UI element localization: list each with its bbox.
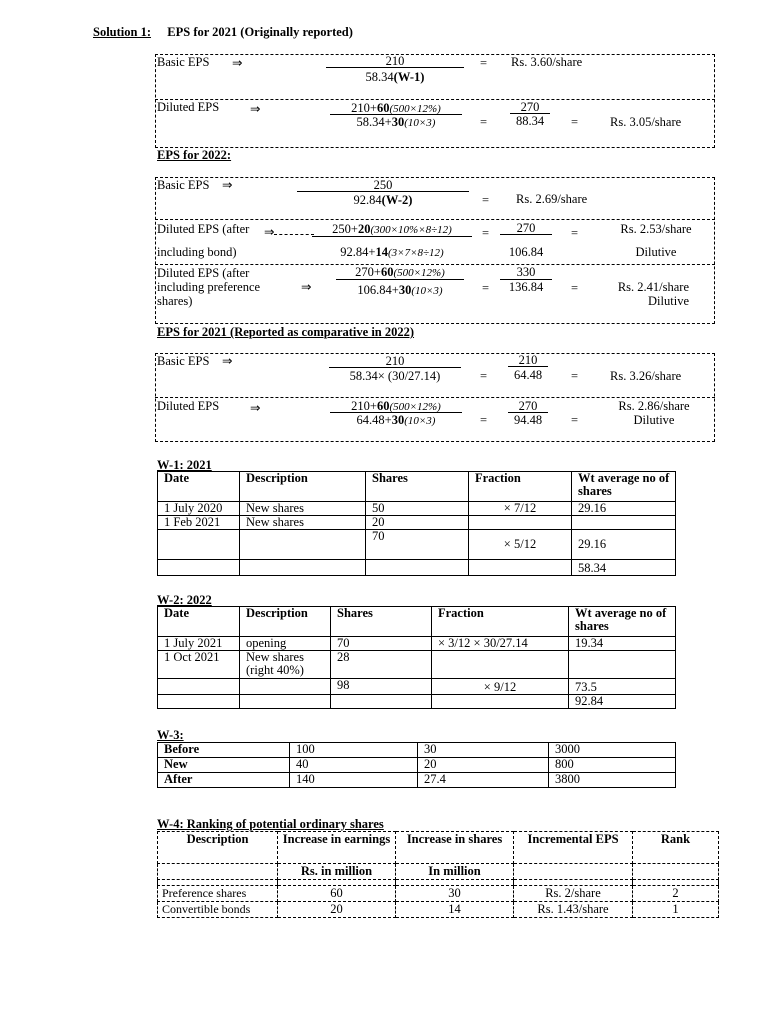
column-header: Date [158,472,240,502]
column-header: Wt average no of shares [572,472,676,502]
num-part: 60 [376,399,390,413]
numerator [312,222,472,237]
w4-heading [157,817,384,831]
den-part: 30 [391,413,405,427]
table-cell: 98 [331,679,432,695]
table-row [158,560,676,576]
table-cell: 73.5 [569,679,676,695]
arrow-icon: ⇒ [264,225,275,239]
den-part: 30 [398,283,412,297]
table-row [158,502,676,516]
num-part: 60 [376,101,390,115]
table-cell: 40 [290,758,418,773]
solution-title: EPS for 2021 (Originally reported) [167,25,353,39]
table-cell: 29.16 [572,530,676,560]
table-row [158,902,719,918]
divider [155,219,715,220]
row-label: Before [158,743,290,758]
w1-heading-text: W-1: 2021 [157,458,212,472]
unit-cell [158,864,278,880]
value-numerator: 330 [516,265,536,279]
table-cell: 20 [366,516,469,530]
diluted-status: Dilutive [633,413,675,427]
value-numerator: 270 [518,399,538,413]
diluted-eps-result: Rs. 3.05/share [610,115,682,129]
equals-sign: = [482,281,490,295]
den-part: 92.84+ [340,245,376,259]
table-cell [240,679,331,695]
table-cell: Rs. 2/share [514,886,633,902]
eps-2021-comparative-heading: EPS for 2021 (Reported as comparative in 2022) [157,325,415,339]
diluted-eps-label: Diluted EPS [157,100,220,114]
basic-eps-label: Basic EPS [157,178,210,192]
table-cell: 1 July 2020 [158,502,240,516]
table-cell: New shares [240,516,366,530]
table-row [158,637,676,651]
pref-status: Dilutive [648,294,689,308]
denominator [330,413,462,428]
table-cell [158,530,240,560]
table-cell [469,560,572,576]
table-cell: 1 [633,902,719,918]
w3-heading-text: W-3: [157,728,184,742]
num-part: (500×12%) [393,267,445,279]
den-part: (10×3) [404,415,436,427]
w1-heading [157,458,212,472]
table-cell [158,695,240,709]
working-ref: (W-1) [393,70,425,84]
basic-eps-result: Rs. 3.26/share [610,369,682,383]
leader-line [274,234,314,235]
diluted-pref-label-1: Diluted EPS (after [157,266,250,280]
num-part: (500×12%) [389,103,441,115]
working-ref: (W-2) [381,193,413,207]
table-cell [158,560,240,576]
table-cell: 19.34 [569,637,676,651]
column-header: Shares [331,607,432,637]
equals-sign: = [571,281,579,295]
table-cell: × 9/12 [432,679,569,695]
table-row [158,695,676,709]
equals-sign: = [482,226,490,240]
unit-cell: Rs. in million [278,864,396,880]
table-cell [366,560,469,576]
table-cell [240,695,331,709]
basic-eps-result: Rs. 2.69/share [516,192,588,206]
diluted-bond-label-2: including bond) [157,245,237,259]
equals-sign: = [480,115,488,129]
value-numerator: 270 [516,221,536,235]
basic-eps-label: Basic EPS [157,354,210,368]
arrow-icon: ⇒ [232,56,243,70]
table-row [158,773,676,788]
column-header: Date [158,607,240,637]
basic-eps-result: Rs. 3.60/share [511,55,583,69]
column-header: Increase in shares [396,832,514,864]
value-denominator: 106.84 [508,245,544,259]
table-row [158,651,676,679]
w1-table [157,471,676,576]
den-part: (3×7×8÷12) [387,247,444,259]
table-cell: opening [240,637,331,651]
value-denominator: 64.48 [513,368,543,382]
divider [155,99,715,100]
table-row [158,530,676,560]
row-label: New [158,758,290,773]
unit-cell [514,864,633,880]
table-row [158,758,676,773]
table-cell: 800 [549,758,676,773]
num-part: (300×10%×8÷12) [370,224,452,236]
table-cell [158,679,240,695]
column-header: Shares [366,472,469,502]
table-cell: 1 Oct 2021 [158,651,240,679]
diluted-eps-label: Diluted EPS [157,399,220,413]
row-label: After [158,773,290,788]
table-cell [432,651,569,679]
table-cell: 30 [418,743,549,758]
fraction-bar [500,234,552,235]
denominator [330,115,462,130]
table-row [158,743,676,758]
table-cell: 2 [633,886,719,902]
table-cell: Convertible bonds [158,902,278,918]
table-cell: 1 Feb 2021 [158,516,240,530]
w2-heading-text: W-2: 2022 [157,593,212,607]
den-part: 58.34+ [356,115,392,129]
eps-2022-heading: EPS for 2022: [157,148,232,162]
column-header: Incremental EPS [514,832,633,864]
w2-heading [157,593,212,607]
pref-eps-result: Rs. 2.41/share [617,280,689,294]
diluted-bond-label-1: Diluted EPS (after [157,222,250,236]
table-cell: 60 [278,886,396,902]
num-part: 250+ [332,222,358,236]
arrow-icon: ⇒ [250,401,261,415]
w4-table [157,831,719,918]
arrow-icon: ⇒ [222,178,233,192]
table-cell: 58.34 [572,560,676,576]
den-part: 14 [375,245,388,259]
value-denominator: 88.34 [515,114,545,128]
column-header: Description [240,607,331,637]
num-part: 210+ [351,101,377,115]
column-header: Wt average no of shares [569,607,676,637]
denominator [297,193,469,207]
den-part: (10×3) [411,285,443,297]
equals-sign: = [571,115,579,129]
w3-table [157,742,676,788]
equals-sign: = [480,413,488,427]
w3-heading [157,728,184,742]
equals-sign: = [571,226,579,240]
column-header: Description [158,832,278,864]
bond-eps-result: Rs. 2.53/share [620,222,692,236]
table-cell: New shares (right 40%) [240,651,331,679]
fraction-bar [326,67,464,68]
column-header: Rank [633,832,719,864]
table-cell [569,651,676,679]
diluted-pref-label-2: including preference [157,280,261,294]
table-cell: × 7/12 [469,502,572,516]
table-cell [469,516,572,530]
column-header: Fraction [469,472,572,502]
table-units-row [158,864,719,880]
equals-sign: = [571,413,579,427]
den-part: 106.84+ [357,283,399,297]
den-part: (10×3) [404,117,436,129]
table-cell: × 3/12 × 30/27.14 [432,637,569,651]
numerator: 250 [373,178,393,192]
solution-heading [93,25,353,39]
w2-table [157,606,676,709]
denominator [336,283,464,298]
denominator [326,70,464,84]
fraction-bar [297,191,469,192]
table-row [158,679,676,695]
fraction-bar [312,236,472,237]
value-numerator: 270 [520,100,540,114]
unit-cell: In million [396,864,514,880]
table-row [158,516,676,530]
fraction-bar [329,367,461,368]
table-cell: 140 [290,773,418,788]
table-cell: 20 [278,902,396,918]
diluted-pref-label-3: shares) [157,294,193,308]
bond-status: Dilutive [635,245,677,259]
table-cell [432,695,569,709]
table-cell: Preference shares [158,886,278,902]
num-part: 210+ [351,399,377,413]
arrow-icon: ⇒ [222,354,233,368]
table-cell: 14 [396,902,514,918]
diluted-eps-result: Rs. 2.86/share [618,399,690,413]
column-header: Fraction [432,607,569,637]
table-cell [572,516,676,530]
den-part: 64.48+ [356,413,392,427]
column-header: Description [240,472,366,502]
fraction-bar [508,366,548,367]
table-cell: × 5/12 [469,530,572,560]
table-cell: 92.84 [569,695,676,709]
table-cell: 27.4 [418,773,549,788]
table-header-row [158,472,676,502]
numerator: 210 [385,354,405,368]
equals-sign: = [480,56,488,70]
value-numerator: 210 [518,353,538,367]
value-denominator: 94.48 [513,413,543,427]
denominator-value: 58.34 [365,70,394,84]
table-cell: 20 [418,758,549,773]
fraction-bar [336,279,464,280]
table-header-row [158,607,676,637]
num-part: 60 [380,265,394,279]
den-part: 30 [391,115,405,129]
table-cell [240,530,366,560]
table-cell: New shares [240,502,366,516]
numerator [336,265,464,280]
table-cell: 29.16 [572,502,676,516]
arrow-icon: ⇒ [250,102,261,116]
table-cell: 3800 [549,773,676,788]
table-cell: 100 [290,743,418,758]
table-cell [331,695,432,709]
table-row [158,886,719,902]
numerator: 210 [385,54,405,68]
value-denominator: 136.84 [508,280,544,294]
basic-eps-label: Basic EPS [157,55,210,69]
table-cell: 70 [366,530,469,560]
arrow-icon: ⇒ [301,280,312,294]
equals-sign: = [482,193,490,207]
num-part: 270+ [355,265,381,279]
table-cell: 70 [331,637,432,651]
table-cell: 28 [331,651,432,679]
table-cell: 50 [366,502,469,516]
table-cell [240,560,366,576]
table-header-row [158,832,719,864]
num-part: 20 [357,222,371,236]
denominator-value: 92.84 [353,193,382,207]
unit-cell [633,864,719,880]
solution-label: Solution 1: [93,25,152,39]
equals-sign: = [571,369,579,383]
divider [155,397,715,398]
denominator [312,245,472,260]
denominator: 58.34× (30/27.14) [349,369,441,383]
equals-sign: = [480,369,488,383]
column-header: Increase in earnings [278,832,396,864]
table-cell: 30 [396,886,514,902]
num-part: (500×12%) [389,401,441,413]
table-cell: 3000 [549,743,676,758]
table-cell: 1 July 2021 [158,637,240,651]
w4-heading-text: W-4: Ranking of potential ordinary shares [157,817,384,831]
table-cell: Rs. 1.43/share [514,902,633,918]
